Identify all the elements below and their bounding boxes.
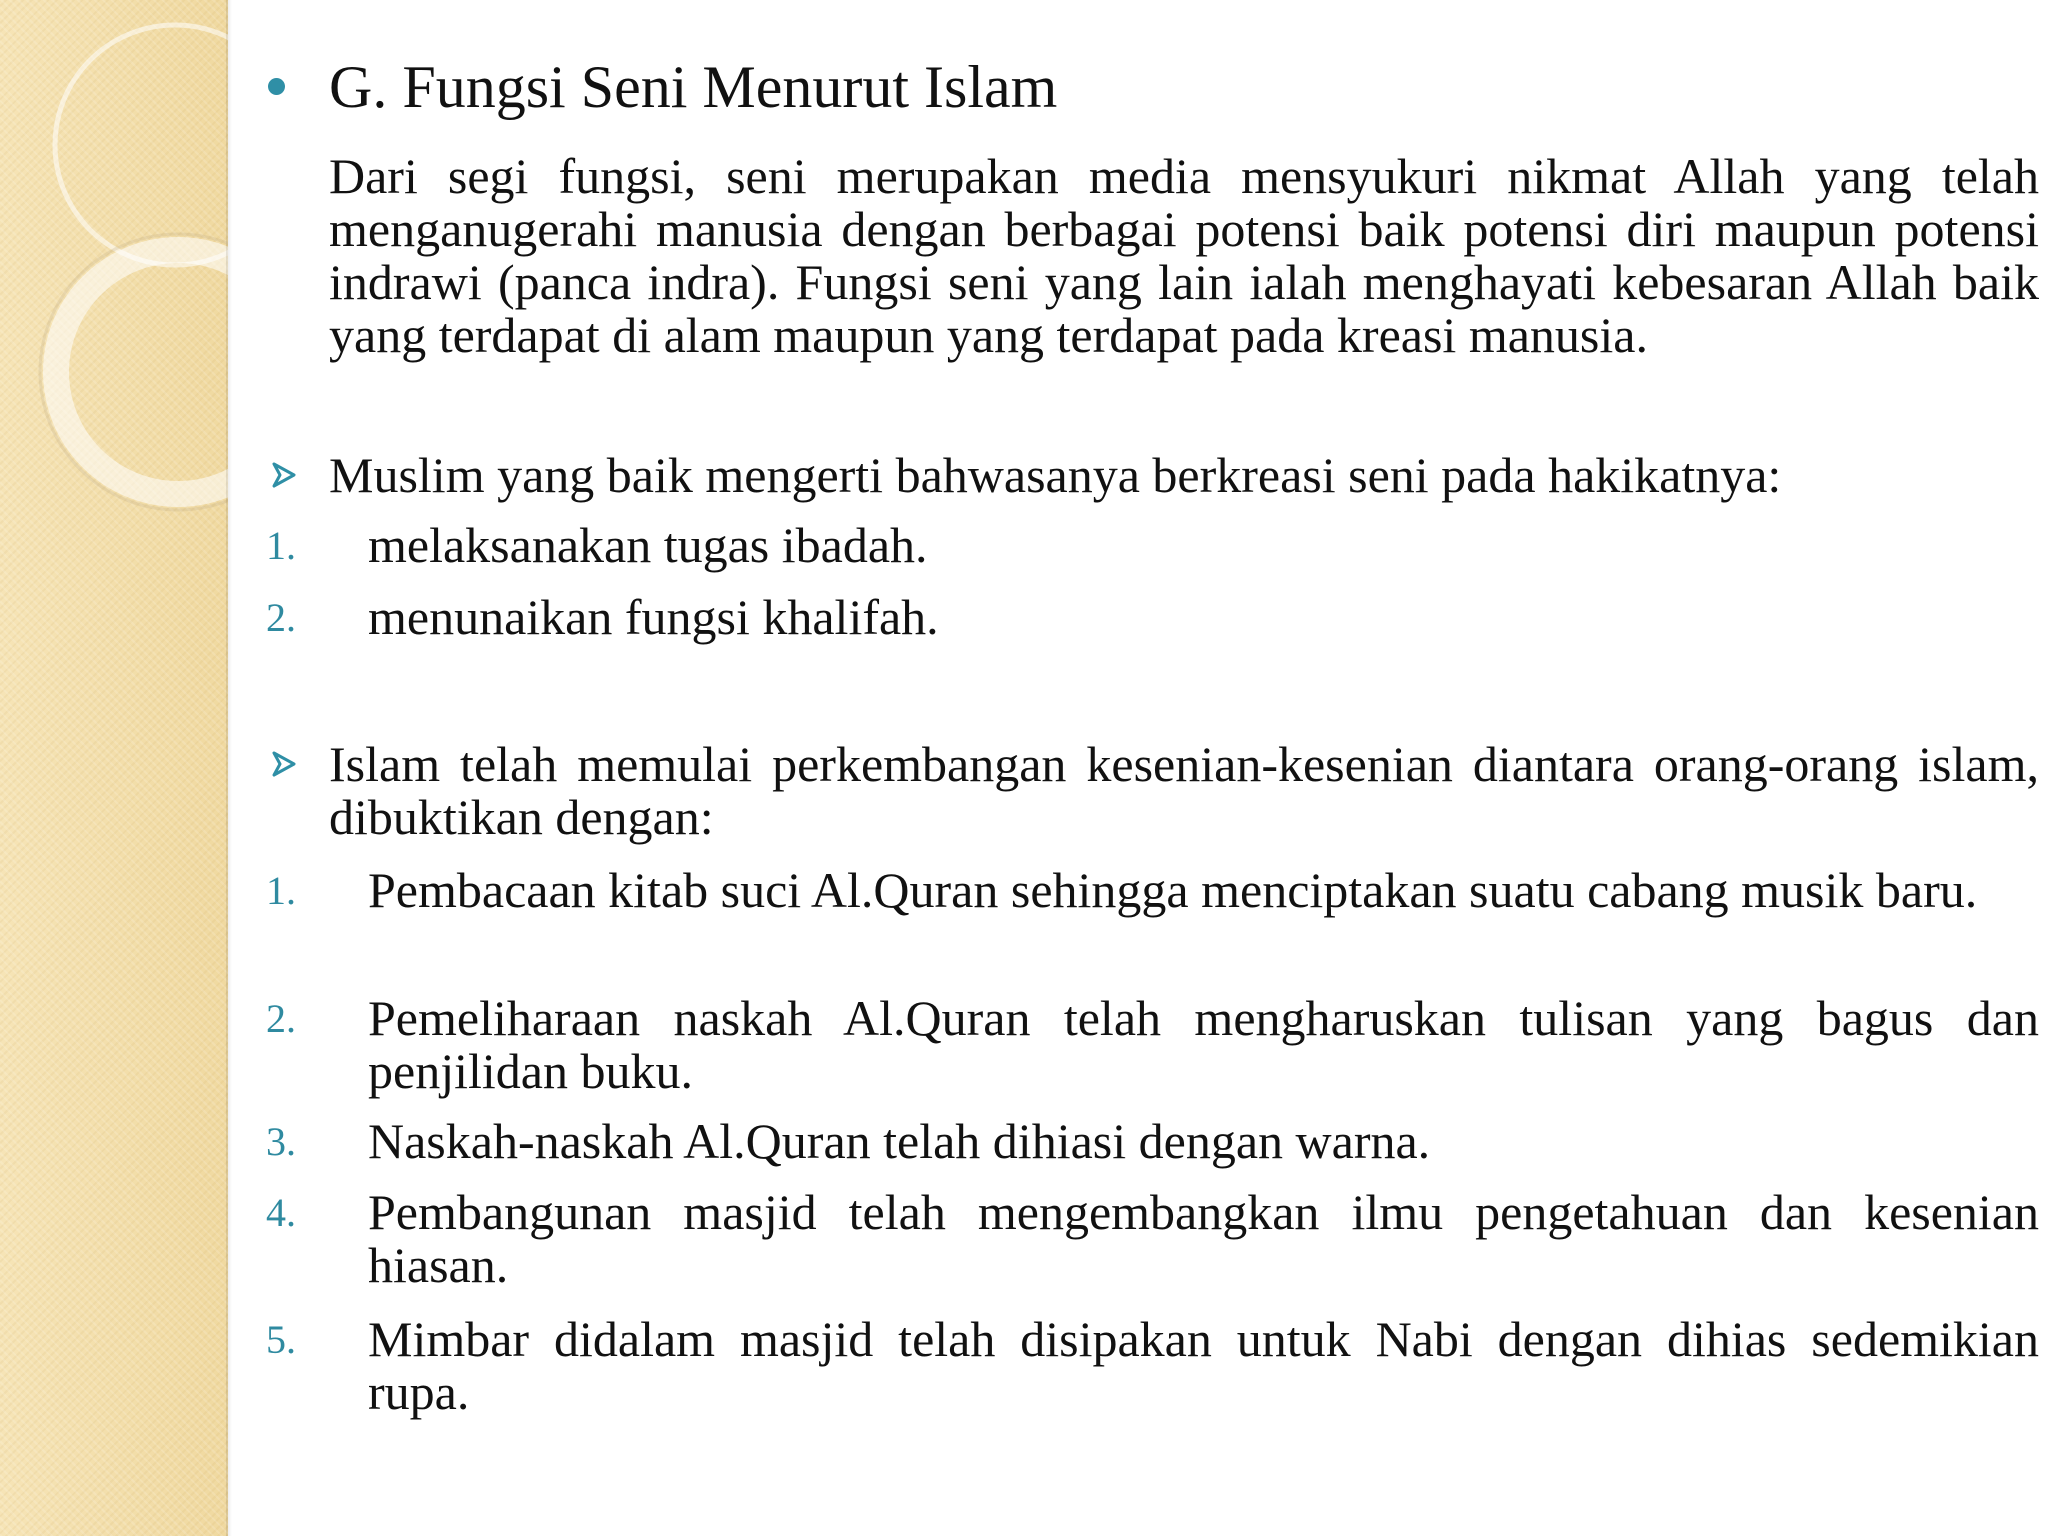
list-item: menunaikan fungsi khalifah. (368, 589, 939, 645)
list-number: 4. (266, 1190, 296, 1235)
slide-content (228, 0, 2048, 1536)
list-number: 3. (266, 1119, 296, 1164)
arrow-bullet-icon (268, 449, 304, 502)
title-row (228, 52, 2028, 122)
list-item: Pemeliharaan naskah Al.Quran telah mengharuskan tulisan yang bagus dan penjilidan buku. (368, 990, 2039, 1099)
list-item: melaksanakan tugas ibadah. (368, 517, 928, 573)
list-number: 2. (266, 595, 296, 640)
list-item: Naskah-naskah Al.Quran telah dihiasi dengan warna. (368, 1113, 1431, 1169)
arrow-bullet-icon (268, 738, 304, 791)
list-number: 5. (266, 1317, 296, 1362)
decorative-sidebar (0, 0, 228, 1536)
decorative-rings (0, 0, 228, 1536)
list-number: 1. (266, 868, 296, 913)
list-item: Pembacaan kitab suci Al.Quran sehingga menciptakan suatu cabang musik baru. (368, 862, 1978, 918)
list-item: Mimbar didalam masjid telah disipakan untuk Nabi dengan dihias sedemikian rupa. (368, 1311, 2039, 1420)
list-number: 1. (266, 523, 296, 568)
bullet-dot-icon (268, 78, 285, 95)
slide-title: G. Fungsi Seni Menurut Islam (329, 54, 1058, 120)
list-number: 2. (266, 996, 296, 1041)
section-heading: Muslim yang baik mengerti bahwasanya berkreasi seni pada hakikatnya: (329, 447, 1782, 503)
list-item: Pembangunan masjid telah mengembangkan ilmu pengetahuan dan kesenian hiasan. (368, 1184, 2039, 1293)
section-heading: Islam telah memulai perkembangan kesenian-kesenian diantara orang-orang islam, dibuktikan dengan: (329, 736, 2039, 845)
intro-paragraph: Dari segi fungsi, seni merupakan media mensyukuri nikmat Allah yang telah menganugerahi manusia dengan berbagai potensi baik potensi diri maupun potensi indrawi (panca indra). Fungsi seni yang lain ialah menghayati kebesaran Allah baik yang terdapat di alam maupun yang terdapat pada kreasi manusia. (329, 148, 2039, 363)
